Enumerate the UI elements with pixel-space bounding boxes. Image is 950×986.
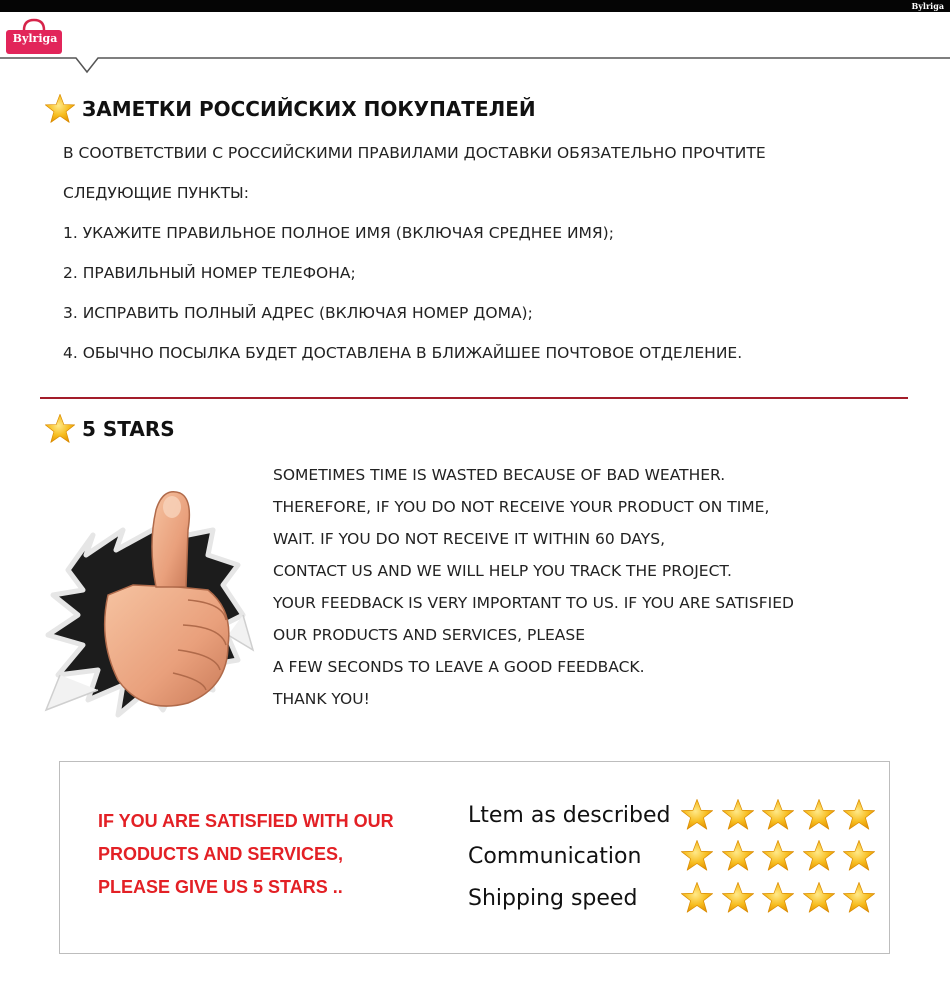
rating-label: Communication <box>468 843 642 869</box>
rating-label: Shipping speed <box>468 885 638 911</box>
top-bar-brand: Bylriga <box>911 1 944 11</box>
top-bar <box>0 0 950 12</box>
rating-row-item-as-described <box>468 798 883 832</box>
five-stars-line: A FEW SECONDS TO LEAVE A GOOD FEEDBACK. <box>273 658 645 676</box>
header-divider <box>0 52 950 76</box>
star-icon <box>842 798 876 832</box>
star-icon <box>842 839 876 873</box>
five-stars-text <box>273 460 794 716</box>
russian-notes-list <box>63 140 766 380</box>
rating-row-communication <box>468 839 883 873</box>
russian-notes-line: СЛЕДУЮЩИЕ ПУНКТЫ: <box>63 184 249 202</box>
star-rating <box>680 839 883 873</box>
russian-notes-line: 3. ИСПРАВИТЬ ПОЛНЫЙ АДРЕС (ВКЛЮЧАЯ НОМЕР ДОМА); <box>63 304 533 322</box>
promo-line: IF YOU ARE SATISFIED WITH OUR <box>98 811 394 831</box>
five-stars-line: SOMETIMES TIME IS WASTED BECAUSE OF BAD WEATHER. <box>273 466 726 484</box>
star-icon <box>721 839 755 873</box>
star-icon <box>680 839 714 873</box>
rating-row-shipping-speed <box>468 881 883 915</box>
rating-request-box <box>59 761 890 954</box>
star-icon <box>721 798 755 832</box>
russian-notes-line: 1. УКАЖИТЕ ПРАВИЛЬНОЕ ПОЛНОЕ ИМЯ (ВКЛЮЧАЯ СРЕДНЕЕ ИМЯ); <box>63 224 614 242</box>
star-icon <box>802 839 836 873</box>
star-rating <box>680 881 883 915</box>
star-icon <box>680 798 714 832</box>
section-divider <box>40 397 908 399</box>
five-stars-title: 5 STARS <box>82 417 175 441</box>
star-icon <box>802 798 836 832</box>
star-icon <box>842 881 876 915</box>
russian-notes-line: 4. ОБЫЧНО ПОСЫЛКА БУДЕТ ДОСТАВЛЕНА В БЛИЖАЙШЕЕ ПОЧТОВОЕ ОТДЕЛЕНИЕ. <box>63 344 743 362</box>
five-stars-line: YOUR FEEDBACK IS VERY IMPORTANT TO US. IF YOU ARE SATISFIED <box>273 594 794 612</box>
star-icon <box>680 881 714 915</box>
five-stars-heading <box>44 413 175 445</box>
star-icon <box>761 839 795 873</box>
star-icon <box>44 93 76 125</box>
thumbs-up-hand-illustration <box>38 475 258 745</box>
star-icon <box>44 413 76 445</box>
logo-text: Bylriga <box>12 32 58 45</box>
star-rating <box>680 798 883 832</box>
brand-logo[interactable] <box>4 18 64 56</box>
rating-label: Ltem as described <box>468 802 671 828</box>
five-stars-line: THANK YOU! <box>273 690 370 708</box>
five-stars-line: WAIT. IF YOU DO NOT RECEIVE IT WITHIN 60 DAYS, <box>273 530 665 548</box>
five-stars-line: OUR PRODUCTS AND SERVICES, PLEASE <box>273 626 586 644</box>
promo-line: PLEASE GIVE US 5 STARS .. <box>98 877 343 897</box>
russian-notes-title: ЗАМЕТКИ РОССИЙСКИХ ПОКУПАТЕЛЕЙ <box>82 97 536 121</box>
star-icon <box>761 798 795 832</box>
star-icon <box>802 881 836 915</box>
five-stars-line: CONTACT US AND WE WILL HELP YOU TRACK THE PROJECT. <box>273 562 732 580</box>
five-star-request <box>98 806 394 905</box>
russian-notes-line: 2. ПРАВИЛЬНЫЙ НОМЕР ТЕЛЕФОНА; <box>63 264 356 282</box>
promo-line: PRODUCTS AND SERVICES, <box>98 844 344 864</box>
star-icon <box>721 881 755 915</box>
russian-notes-line: В СООТВЕТСТВИИ С РОССИЙСКИМИ ПРАВИЛАМИ ДОСТАВКИ ОБЯЗАТЕЛЬНО ПРОЧТИТЕ <box>63 144 766 162</box>
five-stars-line: THEREFORE, IF YOU DO NOT RECEIVE YOUR PRODUCT ON TIME, <box>273 498 770 516</box>
star-icon <box>761 881 795 915</box>
russian-notes-heading <box>44 93 536 125</box>
